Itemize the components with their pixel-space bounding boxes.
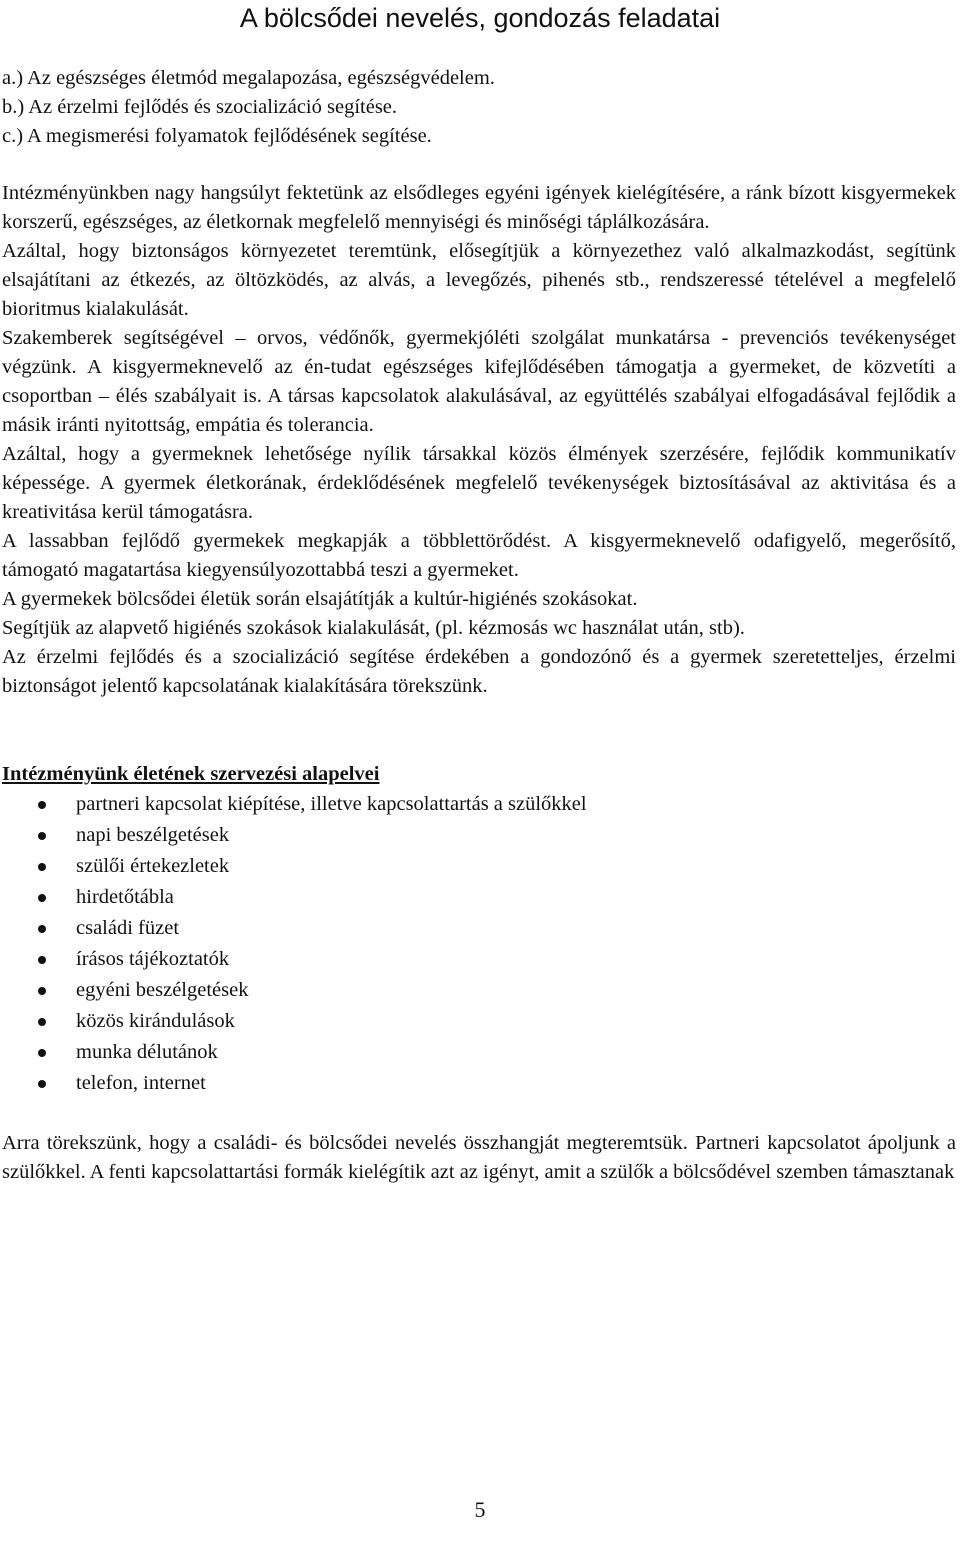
- document-body: [2, 64, 956, 1187]
- principles-heading: Intézményünk életének szervezési alapelvei: [2, 763, 380, 785]
- list-item: munka délutánok: [2, 1037, 956, 1068]
- list-item: hirdetőtábla: [2, 882, 956, 913]
- paragraph-prevention: Szakemberek segítségével – orvos, védőnők, gyermekjóléti szolgálat munkatársa - prevenciós tevékenységet végzünk. A kisgyermeknevelő az én-tudat egészséges kifejlődésében támogatja a gyermeket, de közvetíti a csoportban – élés szabályait is. A társas kapcsolatok alakulásával, az együttélés szabályai elfogadásával fejlődik a másik iránti nyitottság, empátia és tolerancia.: [2, 327, 956, 436]
- list-item: telefon, internet: [2, 1068, 956, 1099]
- list-item: partneri kapcsolat kiépítése, illetve kapcsolattartás a szülőkkel: [2, 789, 956, 820]
- list-item: egyéni beszélgetések: [2, 975, 956, 1006]
- list-item: szülői értekezletek: [2, 851, 956, 882]
- task-item-a: a.) Az egészséges életmód megalapozása, egészségvédelem.: [2, 67, 495, 89]
- principles-list: [2, 789, 956, 1099]
- list-item: családi füzet: [2, 913, 956, 944]
- paragraph-nutrition: Intézményünkben nagy hangsúlyt fektetünk az elsődleges egyéni igények kielégítésére, a ránk bízott kisgyermekek korszerű, egészséges, az életkornak megfelelő mennyiségi és minőségi táplálkozására.: [2, 182, 956, 233]
- paragraph-hygiene-support: Segítjük az alapvető higiénés szokások kialakulását, (pl. kézmosás wc használat után, stb).: [2, 617, 745, 639]
- page-number: 5: [474, 1497, 486, 1522]
- task-item-c: c.) A megismerési folyamatok fejlődésének segítése.: [2, 125, 432, 147]
- paragraph-slower-development: A lassabban fejlődő gyermekek megkapják a többlettörődést. A kisgyermeknevelő odafigyelő, megerősítő, támogató magatartása kiegyensúlyozottabbá teszi a gyermeket.: [2, 530, 956, 581]
- list-item: napi beszélgetések: [2, 820, 956, 851]
- paragraph-hygiene-habits: A gyermekek bölcsődei életük során elsajátítják a kultúr-higiénés szokásokat.: [2, 588, 638, 610]
- task-item-b: b.) Az érzelmi fejlődés és szocializáció segítése.: [2, 96, 398, 118]
- paragraph-communication: Azáltal, hogy a gyermeknek lehetősége nyílik társakkal közös élmények szerzésére, fejlődik kommunikatív képessége. A gyermek életkorának, érdeklődésének megfelelő tevékenységek biztosításával az aktivitása és a kreativitása kerül támogatásra.: [2, 443, 956, 523]
- page-title: A bölcsődei nevelés, gondozás feladatai: [239, 3, 721, 33]
- paragraph-environment: Azáltal, hogy biztonságos környezetet teremtünk, elősegítjük a környezethez való alkalmazkodást, segítünk elsajátítani az étkezés, az öltözködés, az alvás, a levegőzés, pihenés stb., rendszeressé tételével a megfelelő bioritmus kialakulását.: [2, 240, 956, 320]
- task-list: [2, 64, 956, 151]
- closing-paragraph: Arra törekszünk, hogy a családi- és bölcsődei nevelés összhangját megteremtsük. Partneri kapcsolatot ápoljunk a szülőkkel. A fenti kapcsolattartási formák kielégítik azt az igényt, amit a szülők a bölcsődével szemben támasztanak: [2, 1132, 956, 1183]
- list-item: írásos tájékoztatók: [2, 944, 956, 975]
- paragraph-emotional: Az érzelmi fejlődés és a szocializáció segítése érdekében a gondozónő és a gyermek szeretetteljes, érzelmi biztonságot jelentő kapcsolatának kialakítására törekszünk.: [2, 646, 956, 697]
- list-item: közös kirándulások: [2, 1006, 956, 1037]
